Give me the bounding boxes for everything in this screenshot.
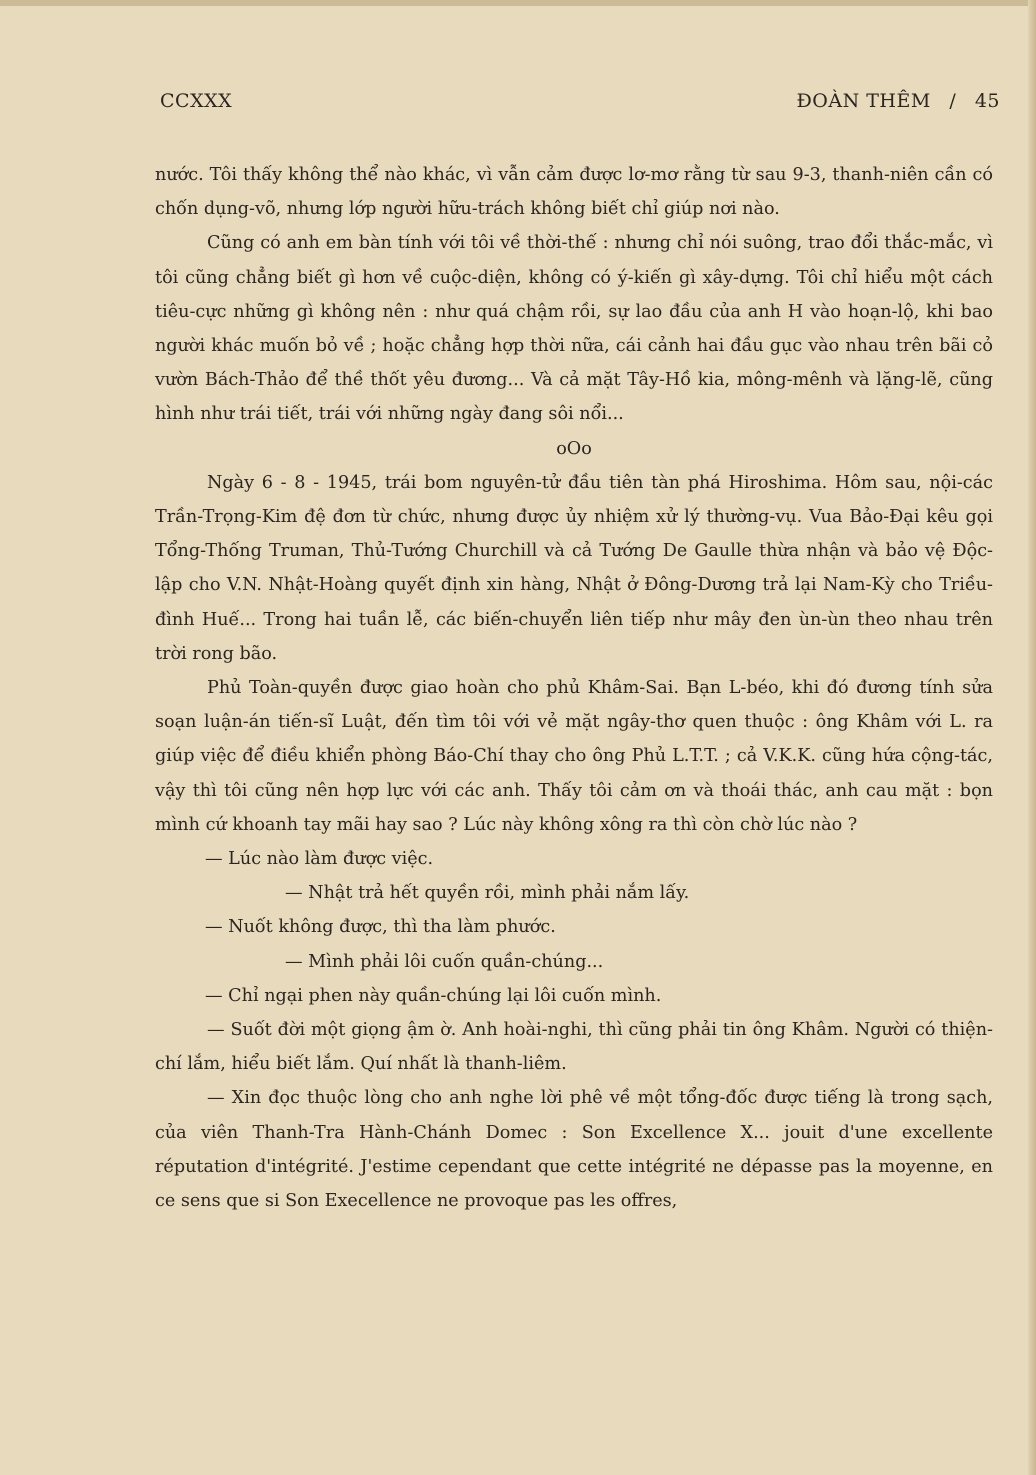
- folio-left: CCXXX: [160, 90, 233, 112]
- dialogue-line: — Chỉ ngại phen này quần-chúng lại lôi cuốn mình.: [205, 985, 662, 1006]
- paragraph: Ngày 6 - 8 - 1945, trái bom nguyên-tử đầu tiên tàn phá Hiroshima. Hôm sau, nội-các Trần-Trọng-Kim đệ đơn từ chức, nhưng được ủy nhiệm xử lý thường-vụ. Vua Bảo-Đại kêu gọi Tổng-Thống Truman, Thủ-Tướng Churchill và cả Tướng De Gaulle thừa nhận và bảo vệ Độc-lập cho V.N. Nhật-Hoàng quyết định xin hàng, Nhật ở Đông-Dương trả lại Nam-Kỳ cho Triều-đình Huế... Trong hai tuần lễ, các biến-chuyển liên tiếp như mây đen ùn-ùn theo nhau trên trời rong bão.: [155, 472, 993, 664]
- body-text: [155, 158, 993, 1218]
- paragraph-continued: nước. Tôi thấy không thể nào khác, vì vẫn cảm được lơ-mơ rằng từ sau 9-3, thanh-niên cần có chốn dụng-võ, nhưng lớp người hữu-trách không biết chỉ giúp nơi nào.: [155, 165, 993, 220]
- dialogue-paragraph: — Suốt đời một giọng ậm ờ. Anh hoài-nghi, thì cũng phải tin ông Khâm. Người có thiện-chí lắm, hiểu biết lắm. Quí nhất là thanh-liêm.: [155, 1020, 993, 1075]
- running-head: [796, 90, 1000, 112]
- dialogue-line: — Mình phải lôi cuốn quần-chúng...: [285, 951, 604, 972]
- paragraph: Cũng có anh em bàn tính với tôi về thời-thế : nhưng chỉ nói suông, trao đổi thắc-mắc, vì tôi cũng chẳng biết gì hơn về cuộc-diện, không có ý-kiến gì xây-dựng. Tôi chỉ hiểu một cách tiêu-cực những gì không nên : như quá chậm rồi, sự lao đầu của anh H vào hoạn-lộ, khi bao người khác muốn bỏ về ; hoặc chẳng hợp thời nữa, cái cảnh hai đầu gục vào nhau trên bãi cỏ vườn Bách-Thảo để thề thốt yêu đương... Và cả mặt Tây-Hồ kia, mông-mênh và lặng-lẽ, cũng hình như trái tiết, trái với những ngày đang sôi nổi...: [155, 233, 993, 425]
- dialogue-paragraph: — Xin đọc thuộc lòng cho anh nghe lời phê về một tổng-đốc được tiếng là trong sạch, của viên Thanh-Tra Hành-Chánh Domec : Son Excellence X... jouit d'une excellente réputation d'intégrité. J'estime cependant que cette intégrité ne dépasse pas la moyenne, en ce sens que si Son Execellence ne provoque pas les offres,: [155, 1088, 993, 1212]
- running-title: ĐOÀN THÊM: [796, 90, 931, 112]
- page-right-edge: [1028, 0, 1036, 1475]
- dialogue-line: — Nhật trả hết quyền rồi, mình phải nắm lấy.: [285, 883, 690, 904]
- section-break: oOo: [556, 438, 592, 459]
- page-top-edge: [0, 0, 1036, 6]
- paragraph: Phủ Toàn-quyền được giao hoàn cho phủ Khâm-Sai. Bạn L-béo, khi đó đương tính sửa soạn luận-án tiến-sĩ Luật, đến tìm tôi với vẻ mặt ngây-thơ quen thuộc : ông Khâm với L. ra giúp việc để điều khiển phòng Báo-Chí thay cho ông Phủ L.T.T. ; cả V.K.K. cũng hứa cộng-tác, vậy thì tôi cũng nên hợp lực với các anh. Thấy tôi cảm ơn và thoái thác, anh cau mặt : bọn mình cứ khoanh tay mãi hay sao ? Lúc này không xông ra thì còn chờ lúc nào ?: [155, 678, 993, 835]
- page-number: 45: [974, 90, 1000, 112]
- dialogue-line: — Lúc nào làm được việc.: [205, 849, 434, 870]
- dialogue-line: — Nuốt không được, thì tha làm phước.: [205, 917, 556, 938]
- header-separator: /: [949, 90, 957, 112]
